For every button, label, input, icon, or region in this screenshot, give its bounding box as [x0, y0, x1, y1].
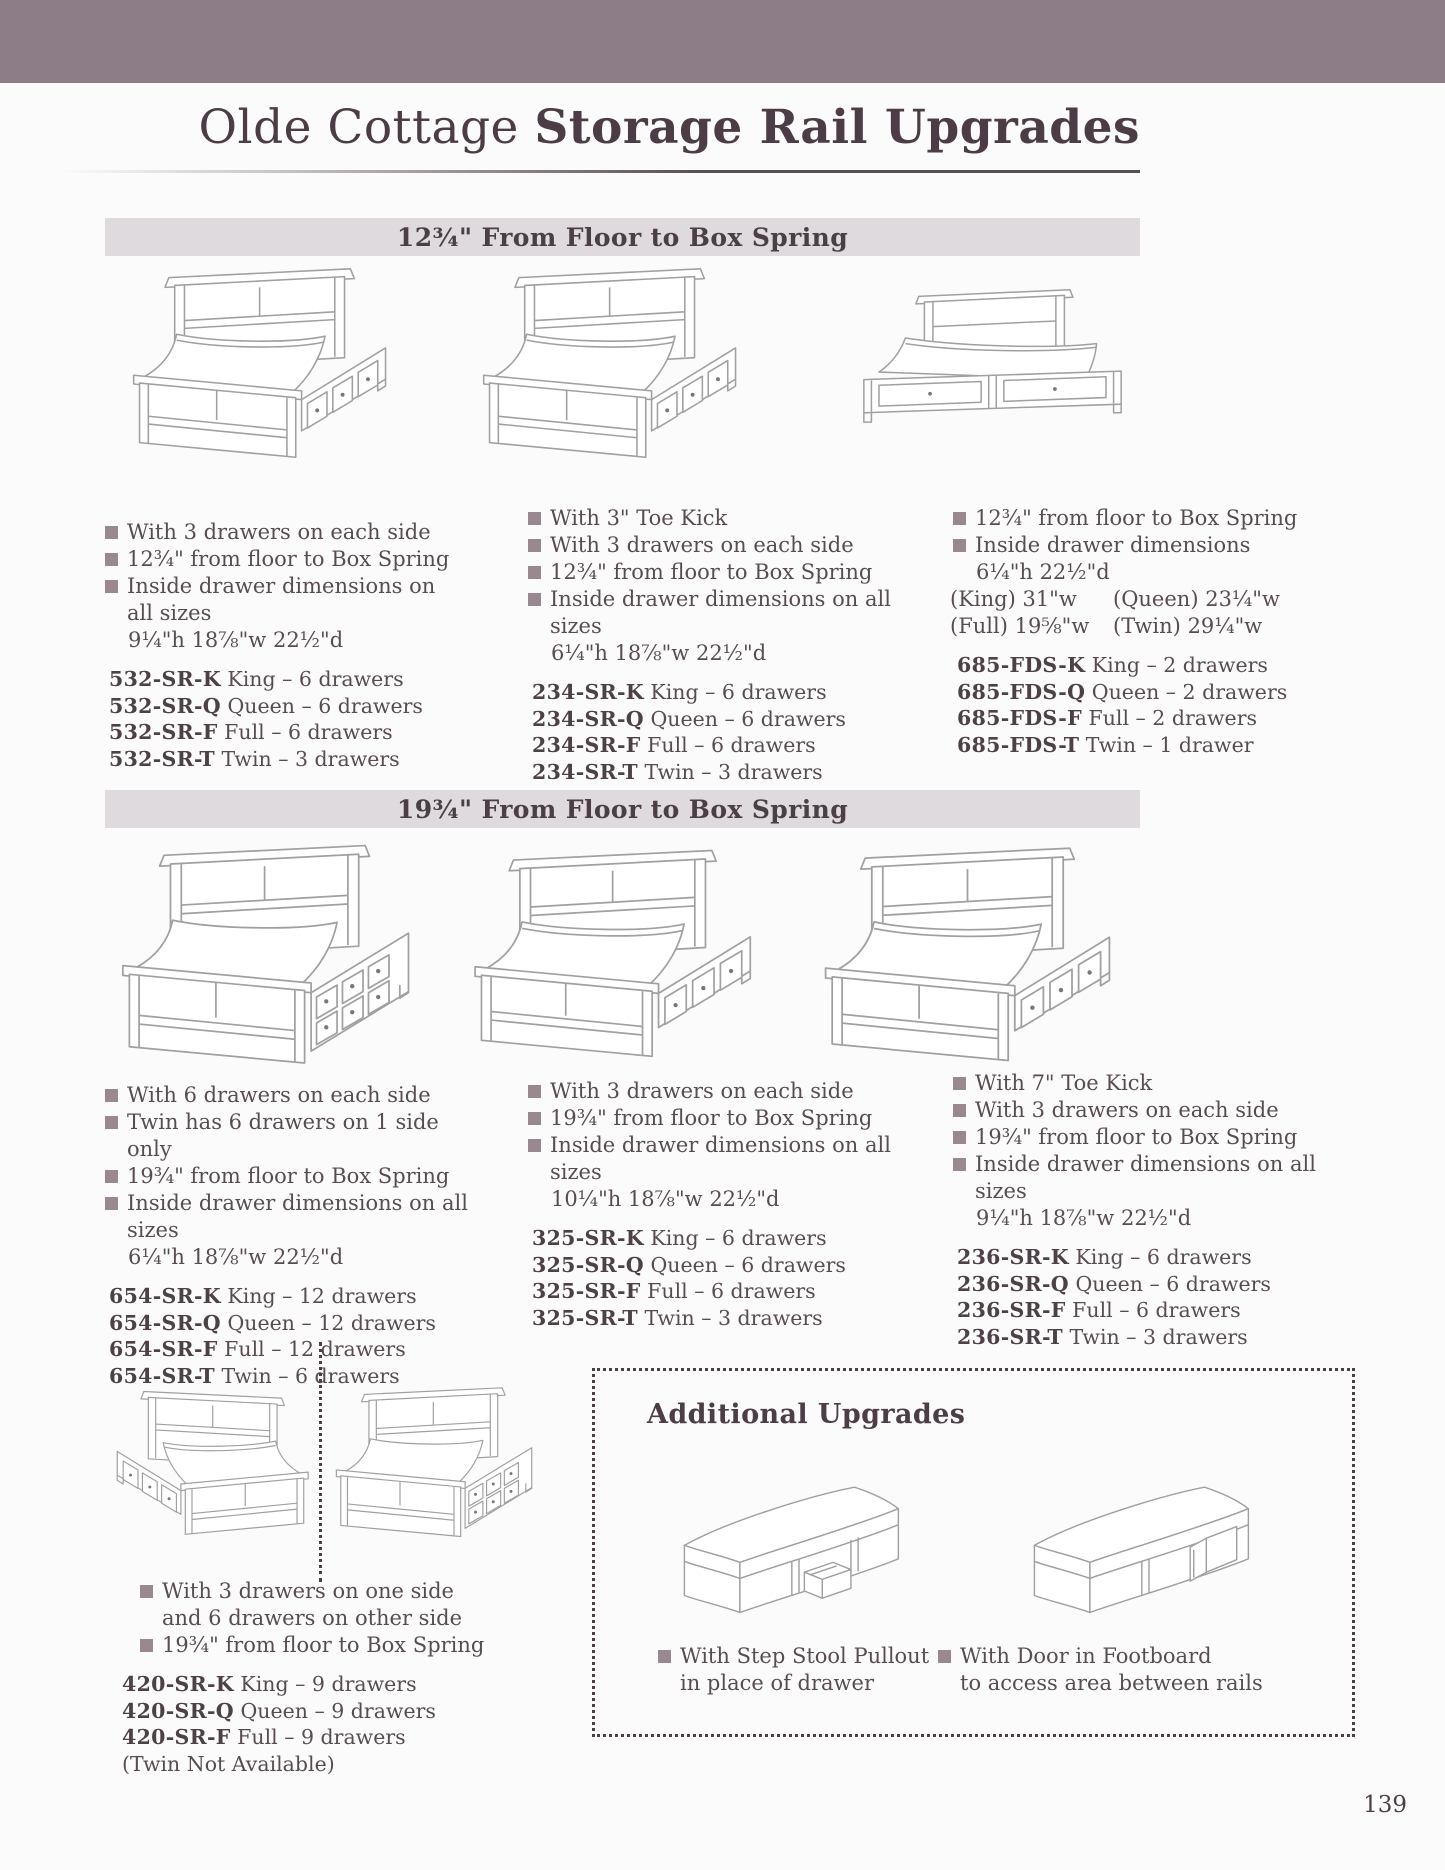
feature-bullet — [528, 1132, 908, 1186]
model-code: 236-SR-Q — [957, 1271, 1069, 1296]
model-desc: Full – 12 drawers — [224, 1337, 406, 1361]
feature-text: 19¾" from floor to Box Spring — [550, 1106, 873, 1130]
feature-text: With 3 drawers on each side — [127, 520, 431, 544]
caption-footboard-door — [938, 1643, 1263, 1697]
model-desc: Twin – 3 drawers — [1069, 1324, 1248, 1349]
model-list — [532, 1225, 908, 1331]
bed-illustration-325 — [458, 840, 778, 1070]
model-code: 236-SR-F — [957, 1298, 1066, 1322]
bullet-square-icon — [953, 539, 966, 552]
model-row — [109, 693, 465, 720]
dimensions-text: 10¼"h 18⅞"w 22½"d — [551, 1187, 780, 1211]
feature-bullet — [105, 573, 465, 627]
model-code: 325-SR-F — [532, 1279, 641, 1303]
bullet-square-icon — [528, 1085, 541, 1098]
model-code: 325-SR-Q — [532, 1252, 644, 1277]
model-code: 420-SR-F — [122, 1725, 231, 1749]
feature-bullet — [528, 1078, 908, 1105]
model-code: 234-SR-K — [532, 680, 644, 704]
model-desc: Queen – 6 drawers — [227, 693, 423, 718]
model-desc: Queen – 6 drawers — [1075, 1271, 1271, 1296]
model-row — [957, 732, 1353, 759]
model-list — [122, 1671, 500, 1777]
model-row — [532, 1305, 908, 1332]
feature-bullet — [105, 1190, 485, 1244]
model-list — [957, 652, 1353, 758]
feature-bullet — [140, 1632, 500, 1659]
bullet-square-icon — [105, 1116, 118, 1129]
feature-text: With 7" Toe Kick — [975, 1071, 1153, 1095]
model-row — [532, 1252, 908, 1279]
caption-text: to access area between rails — [960, 1671, 1263, 1695]
feature-text: Inside drawer dimensions on all sizes — [550, 587, 891, 638]
model-row — [532, 759, 898, 786]
page-number: 139 — [1363, 1792, 1407, 1818]
feature-text: With 3" Toe Kick — [550, 506, 728, 530]
dimensions-text: 6¼"h 22½"d — [976, 560, 1110, 584]
feature-text: Inside drawer dimensions on all sizes — [550, 1133, 891, 1184]
model-row — [109, 1310, 485, 1337]
dimensions-text: 6¼"h 18⅞"w 22½"d — [128, 1245, 344, 1269]
availability-note: (Twin Not Available) — [122, 1751, 335, 1776]
feature-bullet — [105, 1082, 485, 1109]
model-row — [957, 1271, 1353, 1298]
model-list — [109, 666, 465, 772]
model-code: 685-FDS-T — [957, 732, 1080, 757]
model-desc: Queen – 9 drawers — [240, 1698, 436, 1723]
section-heading-1: 12¾" From Floor to Box Spring — [105, 218, 1140, 256]
model-list — [957, 1244, 1353, 1350]
model-desc: King – 2 drawers — [1091, 653, 1268, 677]
feature-bullet — [105, 546, 465, 573]
feature-bullet — [528, 1105, 908, 1132]
model-desc: Full – 6 drawers — [224, 720, 393, 744]
bullet-square-icon — [953, 512, 966, 525]
feature-text: 19¾" from floor to Box Spring — [127, 1164, 450, 1188]
product-column-532 — [105, 519, 465, 772]
bed-illustration-234 — [462, 262, 767, 467]
dimensions-text: 9¼"h 18⅞"w 22½"d — [128, 628, 344, 652]
model-row — [957, 679, 1353, 706]
model-desc: King – 6 drawers — [1075, 1245, 1252, 1269]
caption-text: in place of drawer — [680, 1671, 874, 1695]
product-column-234 — [528, 505, 898, 785]
model-row — [109, 666, 465, 693]
bullet-square-icon — [528, 593, 541, 606]
model-code: 532-SR-Q — [109, 693, 221, 718]
bullet-square-icon — [528, 566, 541, 579]
model-row — [957, 1324, 1353, 1351]
model-code: 532-SR-F — [109, 720, 218, 744]
bullet-square-icon — [938, 1650, 951, 1663]
model-code: 236-SR-K — [957, 1245, 1069, 1269]
model-desc: Queen – 6 drawers — [650, 1252, 846, 1277]
model-row — [532, 1278, 908, 1305]
caption-line — [658, 1643, 929, 1670]
bed-illustration-654 — [105, 838, 435, 1076]
model-code: 654-SR-F — [109, 1337, 218, 1361]
bullet-square-icon — [140, 1585, 153, 1598]
model-row — [532, 1225, 908, 1252]
page-title — [0, 100, 1140, 155]
model-desc: Twin – 6 drawers — [221, 1363, 400, 1388]
size-width-grid — [950, 586, 1353, 640]
bullet-square-icon — [953, 1131, 966, 1144]
platform-bed-step-stool-illustration — [643, 1463, 955, 1651]
caption-line — [938, 1643, 1263, 1670]
bullet-square-icon — [528, 512, 541, 525]
feature-bullet — [528, 559, 898, 586]
feature-text: Twin has 6 drawers on 1 side only — [127, 1110, 439, 1161]
size-width-value: 29¼"w — [1187, 614, 1263, 638]
product-column-325 — [528, 1078, 908, 1331]
model-code: 236-SR-T — [957, 1324, 1063, 1349]
bullet-square-icon — [953, 1104, 966, 1117]
feature-bullet — [528, 532, 898, 559]
bullet-square-icon — [528, 1112, 541, 1125]
model-desc: Twin – 3 drawers — [644, 1305, 823, 1330]
model-desc: Full – 6 drawers — [647, 733, 816, 757]
bullet-square-icon — [105, 1197, 118, 1210]
model-row — [122, 1724, 500, 1751]
bed-illustration-236 — [808, 840, 1138, 1072]
feature-text: Inside drawer dimensions on all sizes — [975, 1152, 1316, 1203]
product-column-420 — [122, 1578, 500, 1777]
bullet-square-icon — [528, 1139, 541, 1152]
model-row — [122, 1698, 500, 1725]
product-column-654 — [105, 1082, 485, 1389]
size-width-value: 19⅝"w — [1014, 614, 1090, 638]
model-code: 685-FDS-F — [957, 706, 1082, 730]
model-code: 234-SR-T — [532, 759, 638, 784]
model-desc: Twin – 3 drawers — [644, 759, 823, 784]
feature-text: 12¾" from floor to Box Spring — [127, 547, 450, 571]
size-width-label: (Full) — [950, 614, 1008, 638]
additional-upgrades-box — [592, 1368, 1355, 1737]
bullet-square-icon — [105, 580, 118, 593]
feature-text: With 3 drawers on each side — [975, 1098, 1279, 1122]
feature-text: 19¾" from floor to Box Spring — [975, 1125, 1298, 1149]
bullet-square-icon — [658, 1650, 671, 1663]
size-width-label: (Twin) — [1113, 614, 1181, 638]
size-width-value: 31"w — [1022, 587, 1077, 611]
model-row — [532, 732, 898, 759]
model-desc: Twin – 3 drawers — [221, 746, 400, 771]
platform-bed-door-illustration — [993, 1463, 1305, 1651]
page-header-bar — [0, 0, 1445, 83]
model-code: 654-SR-T — [109, 1363, 215, 1388]
size-width — [950, 586, 1113, 613]
model-desc: King – 6 drawers — [650, 680, 827, 704]
feature-bullet — [105, 1163, 485, 1190]
feature-bullet — [953, 1124, 1353, 1151]
feature-text: 19¾" from floor to Box Spring — [162, 1633, 485, 1657]
model-row — [957, 705, 1353, 732]
feature-text: 12¾" from floor to Box Spring — [550, 560, 873, 584]
caption-step-stool — [658, 1643, 929, 1697]
model-code: 420-SR-Q — [122, 1698, 234, 1723]
model-row — [957, 652, 1353, 679]
bed-illustration-685 — [845, 285, 1140, 460]
model-row — [532, 679, 898, 706]
dimensions-text: 6¼"h 18⅞"w 22½"d — [551, 641, 767, 665]
model-code: 234-SR-F — [532, 733, 641, 757]
model-desc: King – 12 drawers — [227, 1284, 417, 1308]
bed-illustration-532 — [112, 262, 417, 467]
bullet-square-icon — [140, 1639, 153, 1652]
page-title-bold: Storage Rail Upgrades — [534, 100, 1140, 155]
model-desc: King – 6 drawers — [650, 1226, 827, 1250]
bullet-square-icon — [953, 1158, 966, 1171]
model-code: 420-SR-K — [122, 1672, 234, 1696]
model-desc: King – 9 drawers — [240, 1672, 417, 1696]
model-row — [122, 1671, 500, 1698]
feature-text: With 3 drawers on one side — [162, 1579, 454, 1603]
model-desc: King – 6 drawers — [227, 667, 404, 691]
feature-bullet — [953, 1151, 1353, 1205]
model-code: 654-SR-Q — [109, 1310, 221, 1335]
feature-bullet — [953, 532, 1353, 559]
model-code: 325-SR-K — [532, 1226, 644, 1250]
feature-bullet — [953, 1070, 1353, 1097]
feature-text: With 3 drawers on each side — [550, 533, 854, 557]
feature-text: 12¾" from floor to Box Spring — [975, 506, 1298, 530]
feature-bullet — [528, 586, 898, 640]
page-title-light: Olde Cottage — [198, 100, 519, 155]
size-width-label: (Queen) — [1113, 587, 1199, 611]
model-code: 325-SR-T — [532, 1305, 638, 1330]
model-row — [957, 1297, 1353, 1324]
model-desc: Queen – 2 drawers — [1091, 679, 1288, 704]
section-heading-2: 19¾" From Floor to Box Spring — [105, 790, 1140, 828]
feature-bullet — [953, 505, 1353, 532]
feature-text-continued: and 6 drawers on other side — [162, 1606, 463, 1630]
size-width — [950, 613, 1113, 640]
model-code: 685-FDS-Q — [957, 679, 1086, 704]
size-width — [1113, 586, 1353, 613]
model-desc: Full – 6 drawers — [1072, 1298, 1241, 1322]
caption-text: With Door in Footboard — [960, 1644, 1212, 1668]
feature-text: With 3 drawers on each side — [550, 1079, 854, 1103]
feature-text: With 6 drawers on each side — [127, 1083, 431, 1107]
model-row — [532, 706, 898, 733]
model-row — [957, 1244, 1353, 1271]
feature-bullet — [953, 1097, 1353, 1124]
bullet-square-icon — [105, 1170, 118, 1183]
size-width — [1113, 613, 1353, 640]
model-desc: Full – 2 drawers — [1088, 706, 1258, 730]
model-code: 532-SR-T — [109, 746, 215, 771]
model-list — [532, 679, 898, 785]
model-code: 234-SR-Q — [532, 706, 644, 731]
model-desc: Queen – 6 drawers — [650, 706, 846, 731]
bed-illustration-420-right — [326, 1350, 548, 1578]
model-desc: Full – 9 drawers — [237, 1725, 406, 1749]
model-row — [109, 746, 465, 773]
model-code: 685-FDS-K — [957, 653, 1086, 677]
model-desc: Twin – 1 drawer — [1085, 732, 1254, 757]
model-desc: Queen – 12 drawers — [227, 1310, 436, 1335]
feature-bullet — [105, 1109, 485, 1163]
bed-illustration-420-left — [98, 1350, 320, 1578]
bullet-square-icon — [105, 553, 118, 566]
size-width-label: (King) — [950, 587, 1016, 611]
title-rule — [58, 170, 1140, 173]
product-column-685 — [950, 505, 1353, 758]
feature-bullet — [105, 519, 465, 546]
additional-upgrades-heading: Additional Upgrades — [647, 1399, 966, 1430]
model-code: 654-SR-K — [109, 1284, 221, 1308]
dimensions-text: 9¼"h 18⅞"w 22½"d — [976, 1206, 1192, 1230]
bullet-square-icon — [105, 526, 118, 539]
feature-text: Inside drawer dimensions — [975, 533, 1251, 557]
caption-text: With Step Stool Pullout — [680, 1644, 930, 1668]
feature-bullet — [140, 1578, 500, 1605]
feature-text: Inside drawer dimensions on all sizes — [127, 1191, 468, 1242]
feature-text: Inside drawer dimensions on all sizes — [127, 574, 436, 625]
bullet-square-icon — [528, 539, 541, 552]
model-row — [109, 1283, 485, 1310]
dotted-divider — [319, 1342, 322, 1582]
size-width-value: 23¼"w — [1205, 587, 1280, 611]
bullet-square-icon — [105, 1089, 118, 1102]
model-row — [109, 719, 465, 746]
bullet-square-icon — [953, 1077, 966, 1090]
feature-bullet — [528, 505, 898, 532]
model-desc: Full – 6 drawers — [647, 1279, 816, 1303]
product-column-236 — [953, 1070, 1353, 1350]
model-code: 532-SR-K — [109, 667, 221, 691]
